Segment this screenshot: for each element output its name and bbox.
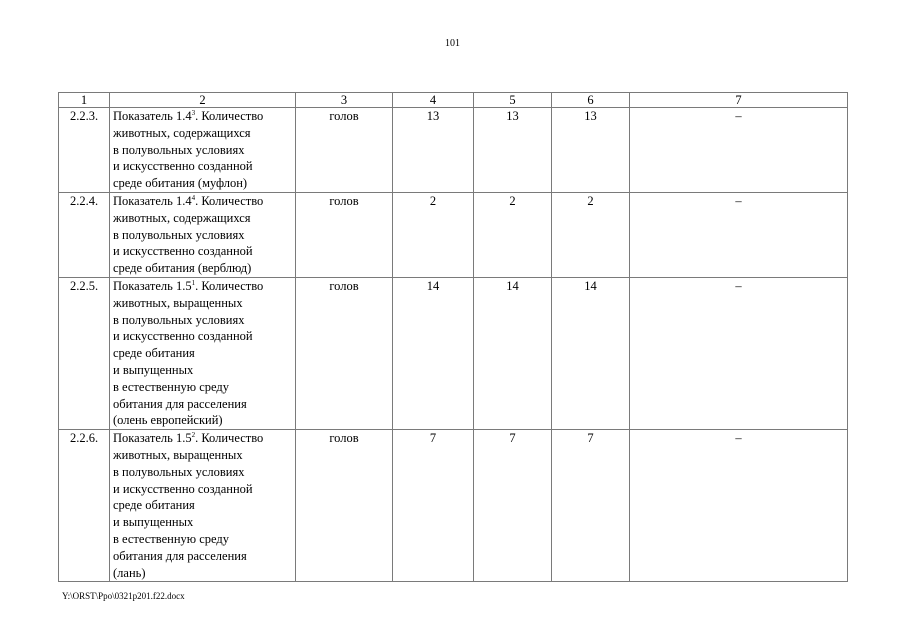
description-line: в естественную среду (113, 379, 230, 394)
header-cell: 4 (393, 93, 474, 108)
indicator-label-rest: . Количество (195, 109, 264, 123)
indicator-label: Показатель 1.4 (113, 193, 192, 208)
description-line: и выпущенных (113, 362, 194, 377)
table-row (59, 430, 848, 582)
row-value-col4: 7 (393, 430, 474, 582)
indicator-label-rest: . Количество (195, 193, 264, 208)
indicator-label: Показатель 1.5 (113, 431, 192, 446)
description-line (113, 108, 292, 125)
description-line: среде обитания (113, 498, 195, 513)
page-number: 101 (445, 38, 460, 49)
row-value-col6: 13 (552, 108, 630, 193)
description-line: и выпущенных (113, 515, 194, 530)
table-row (59, 277, 848, 429)
row-value-col4: 14 (393, 277, 474, 429)
header-cell: 3 (296, 93, 393, 108)
row-note: – (630, 277, 848, 429)
header-cell: 1 (59, 93, 110, 108)
description-line: и искусственно созданной (113, 329, 253, 344)
description-line: и искусственно созданной (113, 481, 253, 496)
description-line: обитания для расселения (113, 548, 247, 563)
row-number: 2.2.4. (59, 192, 110, 277)
row-number: 2.2.5. (59, 277, 110, 429)
row-unit: голов (296, 430, 393, 582)
indicator-superscript: 3 (191, 109, 196, 117)
description-line: (олень европейский) (113, 413, 223, 428)
description-line: и искусственно созданной (113, 159, 253, 174)
indicator-superscript: 1 (191, 278, 196, 287)
description-line: животных, содержащихся (113, 210, 251, 225)
table-row (59, 108, 848, 193)
description-line: в полувольных условиях (113, 142, 245, 157)
description-line: обитания для расселения (113, 396, 247, 411)
file-path-footer: Y:\ORST\Ppo\0321p201.f22.docx (62, 591, 185, 601)
indicator-label-rest: . Количество (195, 431, 264, 446)
row-value-col5: 2 (474, 192, 552, 277)
row-value-col6: 7 (552, 430, 630, 582)
data-table (58, 92, 848, 582)
table-row (59, 192, 848, 277)
header-cell: 2 (110, 93, 296, 108)
description-line (113, 430, 292, 447)
description-line: животных, выращенных (113, 295, 243, 310)
header-cell: 6 (552, 93, 630, 108)
indicator-label: Показатель 1.4 (113, 109, 192, 123)
description-line (113, 193, 292, 210)
row-note: – (630, 108, 848, 193)
row-number: 2.2.3. (59, 108, 110, 193)
row-unit: голов (296, 108, 393, 193)
row-value-col6: 14 (552, 277, 630, 429)
row-description (110, 108, 296, 193)
row-number: 2.2.6. (59, 430, 110, 582)
row-value-col5: 7 (474, 430, 552, 582)
row-value-col4: 2 (393, 192, 474, 277)
row-value-col4: 13 (393, 108, 474, 193)
indicator-label: Показатель 1.5 (113, 278, 192, 293)
row-value-col5: 14 (474, 277, 552, 429)
description-line: в полувольных условиях (113, 464, 245, 479)
description-line: среде обитания (верблюд) (113, 261, 252, 276)
description-line (113, 278, 292, 295)
indicator-superscript: 2 (191, 431, 196, 440)
description-line: и искусственно созданной (113, 244, 253, 259)
row-note: – (630, 430, 848, 582)
row-unit: голов (296, 277, 393, 429)
row-note: – (630, 192, 848, 277)
indicator-label-rest: . Количество (195, 278, 264, 293)
row-description (110, 192, 296, 277)
table-header-row (59, 93, 848, 108)
description-line: среде обитания (113, 346, 195, 361)
row-description (110, 430, 296, 582)
description-line: в полувольных условиях (113, 227, 245, 242)
row-unit: голов (296, 192, 393, 277)
row-value-col5: 13 (474, 108, 552, 193)
description-line: животных, содержащихся (113, 125, 251, 140)
header-cell: 5 (474, 93, 552, 108)
description-line: в естественную среду (113, 531, 230, 546)
row-description (110, 277, 296, 429)
indicator-superscript: 4 (191, 193, 196, 202)
description-line: среде обитания (муфлон) (113, 176, 248, 191)
row-value-col6: 2 (552, 192, 630, 277)
description-line: (лань) (113, 565, 146, 580)
description-line: в полувольных условиях (113, 312, 245, 327)
header-cell: 7 (630, 93, 848, 108)
description-line: животных, выращенных (113, 447, 243, 462)
